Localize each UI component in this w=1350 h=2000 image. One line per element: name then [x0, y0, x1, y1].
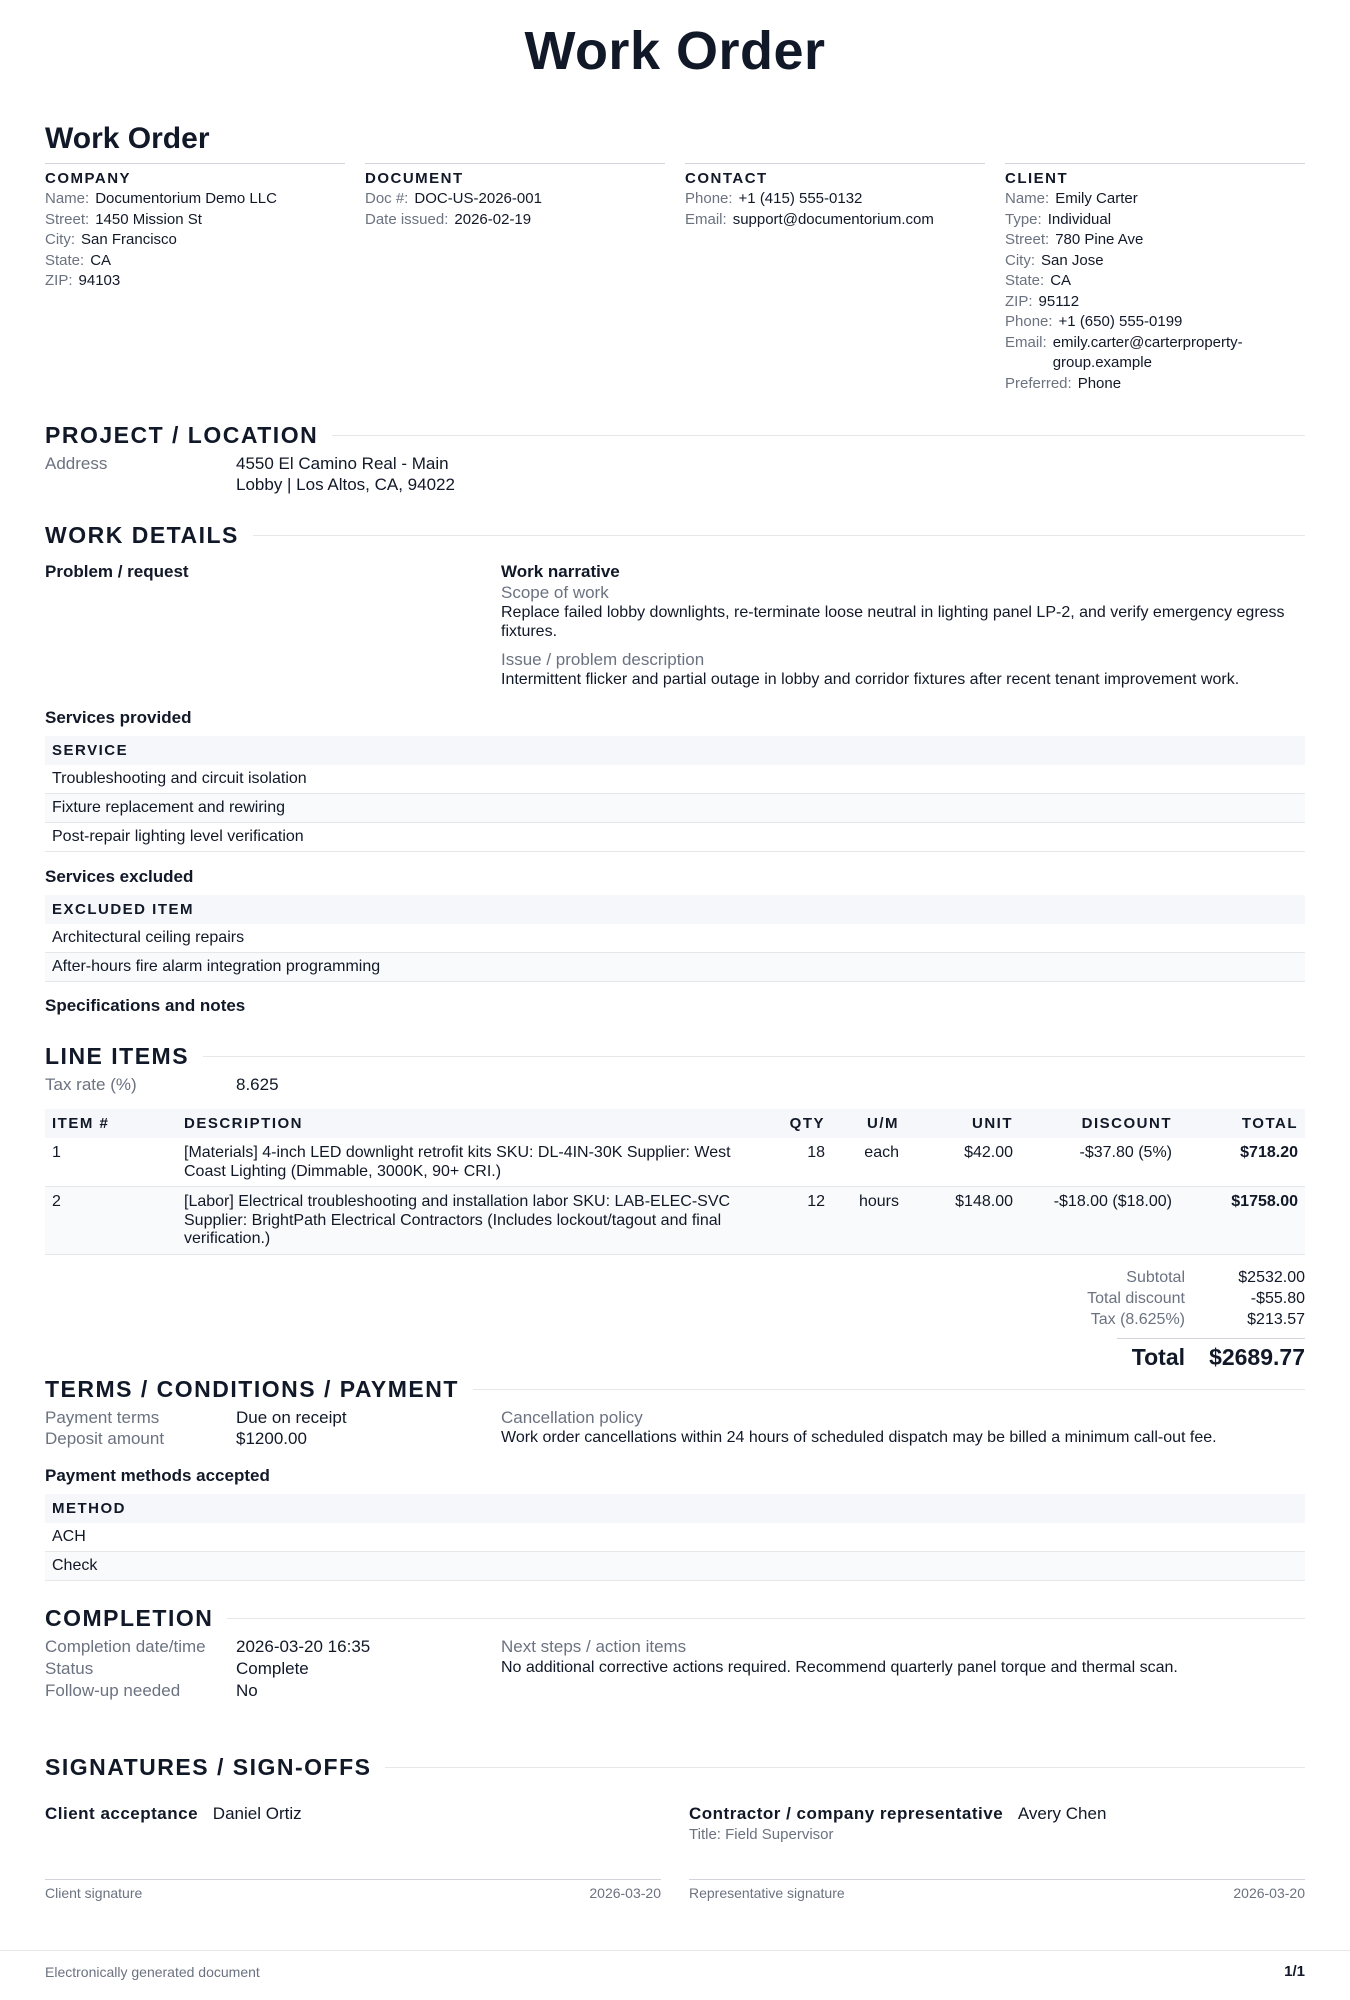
- company-field-row: [45, 189, 345, 210]
- client-field-label: Preferred:: [1005, 374, 1072, 392]
- signatures-heading: SIGNATURES / SIGN-OFFS: [45, 1753, 372, 1780]
- rep-signature-block: [689, 1803, 1305, 1901]
- work-section-header: [45, 522, 1305, 549]
- rep-name: Avery Chen: [1017, 1803, 1107, 1823]
- document-field-row: [365, 189, 665, 210]
- methods-label: Payment methods accepted: [45, 1465, 270, 1485]
- contact-field-label: Email:: [685, 210, 727, 228]
- payment-method-cell: Check: [45, 1551, 1305, 1580]
- address-label: Address: [45, 454, 108, 473]
- rep-label: Contractor / company representative: [689, 1803, 1004, 1823]
- contact-field-value: +1 (415) 555-0132: [738, 190, 863, 207]
- work-heading: WORK DETAILS: [45, 522, 239, 548]
- issue-label: Issue / problem description: [501, 650, 705, 669]
- status-label: Status: [45, 1658, 94, 1678]
- payment-method-row: [45, 1523, 1305, 1552]
- client-field-value: Individual: [1047, 210, 1112, 228]
- contact-block: [685, 163, 985, 394]
- terms-heading: TERMS / CONDITIONS / PAYMENT: [45, 1375, 459, 1402]
- page-main-title: Work Order: [524, 21, 826, 81]
- company-field-value: 1450 Mission St: [95, 210, 202, 228]
- methods-table: [45, 1494, 1305, 1581]
- client-field-row: [1005, 271, 1305, 292]
- company-field-label: Name:: [45, 190, 90, 207]
- tax-rate-label: Tax rate (%): [45, 1075, 137, 1094]
- company-field-label: State:: [45, 251, 85, 269]
- client-field-row: [1005, 189, 1305, 210]
- completion-grid: [45, 1636, 1305, 1702]
- client-signature-block: [45, 1803, 661, 1901]
- client-signature-date: 2026-03-20: [589, 1884, 661, 1901]
- rep-title: Title: Field Supervisor: [689, 1825, 834, 1843]
- grand-total-label: Total: [1131, 1343, 1185, 1370]
- project-section-header: [45, 422, 1305, 449]
- line-item-unit: $148.00: [906, 1187, 1020, 1255]
- service-row: [45, 765, 1305, 794]
- col-qty: QTY: [768, 1109, 832, 1138]
- rep-signature-label: Representative signature: [689, 1884, 845, 1901]
- line-item-total: $718.20: [1179, 1138, 1305, 1187]
- document-field-row: [365, 210, 665, 231]
- excluded-item-row: [45, 924, 1305, 953]
- payment-method-cell: ACH: [45, 1523, 1305, 1552]
- document-block: [365, 163, 665, 394]
- document-field-label: Date issued:: [365, 210, 449, 228]
- terms-grid: [45, 1407, 1305, 1449]
- client-field-row: [1005, 374, 1305, 395]
- client-field-row: [1005, 292, 1305, 313]
- service-row: [45, 794, 1305, 823]
- signatures-grid: [45, 1803, 1305, 1901]
- service-cell: Fixture replacement and rewiring: [45, 794, 1305, 823]
- grand-total-value: $2689.77: [1209, 1343, 1305, 1370]
- client-field-row: [1005, 312, 1305, 333]
- client-signature-line: [45, 1879, 661, 1880]
- line-item-um: each: [832, 1138, 906, 1187]
- problem-label: Problem / request: [45, 562, 189, 581]
- payment-terms-value: Due on receipt: [236, 1407, 347, 1427]
- work-details-grid: [45, 562, 1305, 689]
- project-heading: PROJECT / LOCATION: [45, 422, 319, 448]
- line-item-um: hours: [832, 1187, 906, 1255]
- client-field-label: City:: [1005, 251, 1035, 269]
- line-item-discount: -$18.00 ($18.00): [1020, 1187, 1179, 1255]
- client-field-label: Phone:: [1005, 313, 1053, 330]
- rep-signature-date: 2026-03-20: [1233, 1884, 1305, 1901]
- excluded-table: [45, 895, 1305, 982]
- client-signature-label: Client signature: [45, 1884, 143, 1901]
- company-field-row: [45, 230, 345, 251]
- line-items-table: [45, 1109, 1305, 1255]
- client-field-value: Phone: [1077, 374, 1122, 392]
- company-field-value: CA: [90, 251, 112, 269]
- client-block: [1005, 163, 1305, 394]
- col-um: U/M: [832, 1109, 906, 1138]
- client-acceptance-label: Client acceptance: [45, 1803, 199, 1823]
- company-field-row: [45, 210, 345, 231]
- subtotal-label: Subtotal: [1126, 1268, 1185, 1286]
- client-heading: CLIENT: [1005, 170, 1069, 187]
- client-field-label: Email:: [1005, 333, 1047, 351]
- line-item-item: 1: [45, 1138, 177, 1187]
- cancel-text: Work order cancellations within 24 hours of scheduled dispatch may be billed a minimum call-out fee.: [501, 1428, 1217, 1446]
- client-field-row: [1005, 210, 1305, 231]
- service-cell: Post-repair lighting level verification: [45, 823, 1305, 852]
- company-field-value: San Francisco: [81, 231, 177, 248]
- company-field-value: 94103: [78, 272, 121, 289]
- client-field-row: [1005, 333, 1305, 374]
- document-title: Work Order: [45, 122, 210, 155]
- client-field-value: emily.carter@carterproperty-group.example: [1052, 333, 1243, 371]
- rep-signature-line: [689, 1879, 1305, 1880]
- cancel-label: Cancellation policy: [501, 1407, 643, 1427]
- signatures-section-header: [45, 1754, 1305, 1781]
- excluded-item-cell: Architectural ceiling repairs: [45, 924, 1305, 953]
- company-heading: COMPANY: [45, 170, 132, 187]
- client-field-value: San Jose: [1041, 251, 1104, 269]
- col-unit: UNIT: [906, 1109, 1020, 1138]
- client-field-label: ZIP:: [1005, 292, 1033, 310]
- col-discount: DISCOUNT: [1020, 1109, 1179, 1138]
- address-line-2: Lobby | Los Altos, CA, 94022: [236, 475, 455, 494]
- company-field-row: [45, 251, 345, 272]
- terms-section-header: [45, 1376, 1305, 1403]
- tax-line-label: Tax (8.625%): [1090, 1310, 1185, 1328]
- service-cell: Troubleshooting and circuit isolation: [45, 765, 1305, 794]
- document-field-label: Doc #:: [365, 190, 409, 207]
- status-value: Complete: [236, 1658, 309, 1678]
- company-field-label: ZIP:: [45, 272, 73, 289]
- company-block: [45, 163, 345, 394]
- totals-block: [45, 1255, 1305, 1373]
- contact-field-label: Phone:: [685, 190, 733, 207]
- contact-field-row: [685, 210, 985, 231]
- address-line-1: 4550 El Camino Real - Main: [236, 454, 449, 473]
- deposit-value: $1200.00: [236, 1428, 307, 1448]
- col-total: TOTAL: [1179, 1109, 1305, 1138]
- client-field-row: [1005, 251, 1305, 272]
- line-item-desc: [Materials] 4-inch LED downlight retrofit kits SKU: DL-4IN-30K Supplier: West Coast Lighting (Dimmable, 3000K, 90+ CRI.): [177, 1138, 768, 1187]
- excluded-item-row: [45, 953, 1305, 982]
- service-row: [45, 823, 1305, 852]
- scope-label: Scope of work: [501, 583, 609, 602]
- line-item-unit: $42.00: [906, 1138, 1020, 1187]
- company-field-label: City:: [45, 231, 75, 248]
- issue-text: Intermittent flicker and partial outage in lobby and corridor fixtures after recent tenant improvement work.: [501, 671, 1240, 688]
- total-discount-value: -$55.80: [1250, 1289, 1305, 1307]
- services-label: Services provided: [45, 708, 192, 727]
- next-steps-text: No additional corrective actions required. Recommend quarterly panel torque and thermal scan.: [501, 1658, 1178, 1676]
- excluded-header: EXCLUDED ITEM: [45, 895, 1305, 924]
- excluded-label: Services excluded: [45, 867, 194, 886]
- line-item-total: $1758.00: [1179, 1187, 1305, 1255]
- services-header: SERVICE: [45, 736, 1305, 765]
- client-field-label: Street:: [1005, 231, 1050, 248]
- line-item-desc: [Labor] Electrical troubleshooting and installation labor SKU: LAB-ELEC-SVC Supplier: BrightPath Electrical Contractors (Includes lockout/tagout and final verification.): [177, 1187, 768, 1255]
- followup-label: Follow-up needed: [45, 1680, 181, 1700]
- deposit-label: Deposit amount: [45, 1428, 165, 1448]
- company-field-row: [45, 271, 345, 292]
- client-field-label: State:: [1005, 272, 1045, 289]
- line-item-qty: 18: [768, 1138, 832, 1187]
- page-number: 1/1: [1284, 1963, 1305, 1980]
- excluded-item-cell: After-hours fire alarm integration programming: [45, 953, 1305, 982]
- services-table: [45, 736, 1305, 852]
- contact-field-value: support@documentorium.com: [732, 210, 934, 228]
- parties-grid: [45, 163, 1305, 394]
- client-field-label: Name:: [1005, 190, 1050, 207]
- client-field-value: Emily Carter: [1055, 190, 1138, 207]
- client-field-label: Type:: [1005, 210, 1042, 228]
- tax-rate-value: 8.625: [236, 1075, 279, 1094]
- line-item-item: 2: [45, 1187, 177, 1255]
- client-field-row: [1005, 230, 1305, 251]
- company-field-label: Street:: [45, 210, 90, 228]
- subtotal-value: $2532.00: [1238, 1268, 1305, 1286]
- completion-date-value: 2026-03-20 16:35: [236, 1636, 371, 1656]
- line-items-heading: LINE ITEMS: [45, 1043, 190, 1069]
- narrative-label: Work narrative: [501, 562, 620, 581]
- next-steps-label: Next steps / action items: [501, 1636, 687, 1656]
- contact-heading: CONTACT: [685, 170, 768, 187]
- specs-label: Specifications and notes: [45, 996, 246, 1015]
- footer-rule: [0, 1950, 1350, 1951]
- scope-text: Replace failed lobby downlights, re-terminate loose neutral in lighting panel LP-2, and verify emergency egress fixtures.: [501, 604, 1285, 640]
- completion-heading: COMPLETION: [45, 1604, 214, 1631]
- tax-line-value: $213.57: [1247, 1310, 1305, 1328]
- client-field-value: 780 Pine Ave: [1055, 231, 1144, 248]
- line-item-row: [45, 1138, 1305, 1187]
- payment-terms-label: Payment terms: [45, 1407, 160, 1427]
- col-description: DESCRIPTION: [177, 1109, 768, 1138]
- company-field-value: Documentorium Demo LLC: [95, 190, 277, 207]
- completion-date-label: Completion date/time: [45, 1636, 206, 1656]
- line-item-row: [45, 1187, 1305, 1255]
- project-address-row: [45, 453, 1305, 495]
- client-field-value: CA: [1050, 272, 1072, 289]
- completion-section-header: [45, 1605, 1305, 1632]
- document-field-value: DOC-US-2026-001: [414, 190, 542, 207]
- client-acceptance-name: Daniel Ortiz: [212, 1803, 302, 1823]
- col-item: ITEM #: [45, 1109, 177, 1138]
- methods-header: METHOD: [45, 1494, 1305, 1523]
- line-item-qty: 12: [768, 1187, 832, 1255]
- document-field-value: 2026-02-19: [454, 210, 532, 228]
- contact-field-row: [685, 189, 985, 210]
- payment-method-row: [45, 1551, 1305, 1580]
- line-items-section-header: [45, 1043, 1305, 1070]
- followup-value: No: [236, 1680, 258, 1700]
- client-field-value: +1 (650) 555-0199: [1058, 313, 1183, 330]
- footer-note: Electronically generated document: [45, 1964, 260, 1980]
- client-field-value: 95112: [1038, 292, 1080, 310]
- total-discount-label: Total discount: [1087, 1289, 1185, 1307]
- tax-rate-row: [45, 1074, 1305, 1095]
- line-item-discount: -$37.80 (5%): [1020, 1138, 1179, 1187]
- document-heading: DOCUMENT: [365, 170, 464, 187]
